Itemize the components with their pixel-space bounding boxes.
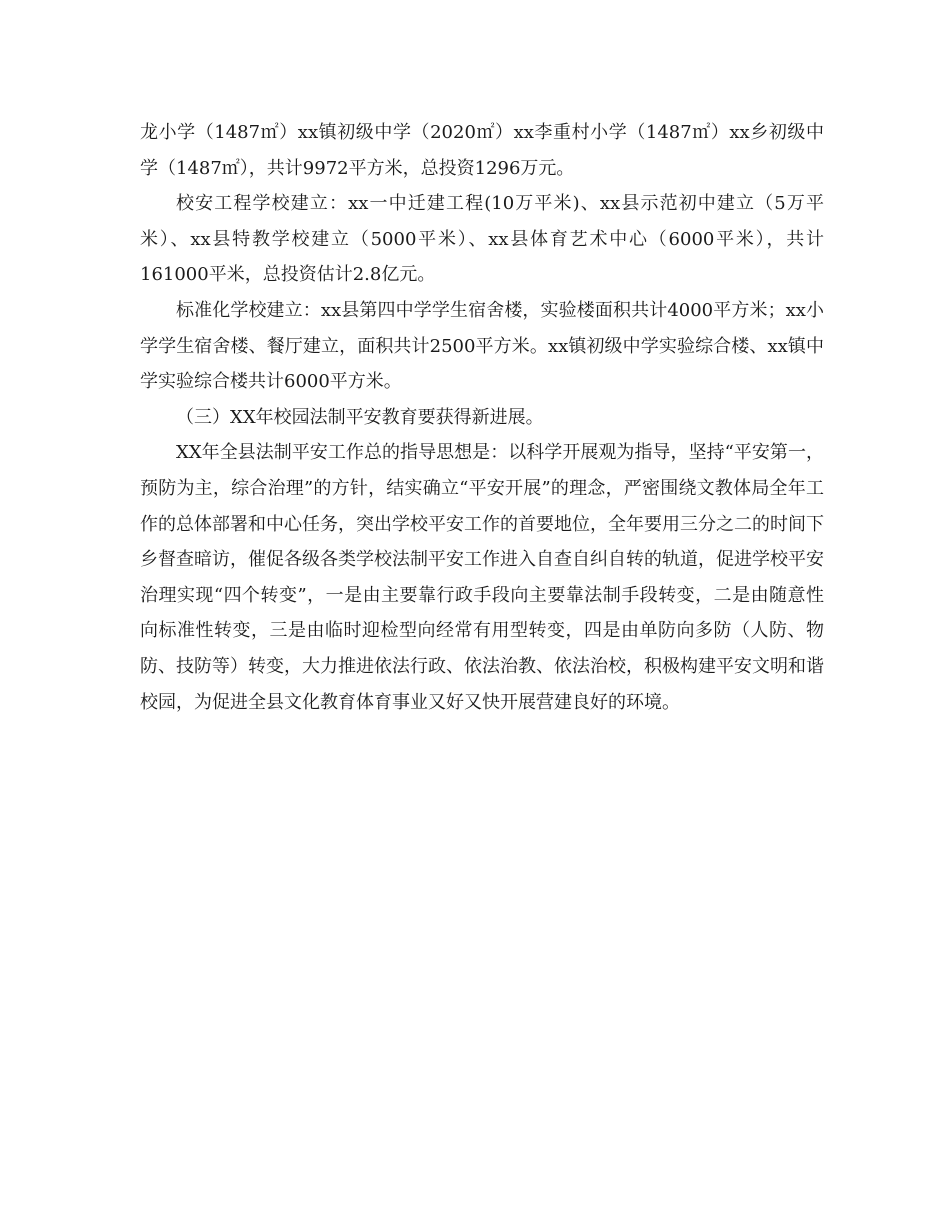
document-body bbox=[140, 115, 824, 720]
paragraph-standardized-schools: 标准化学校建立：xx县第四中学学生宿舍楼，实验楼面积共计4000平方米；xx小学学生宿舍楼、餐厅建立，面积共计2500平方米。xx镇初级中学实验综合楼、xx镇中学实验综合楼共计6000平方米。 bbox=[140, 299, 824, 393]
paragraph-guiding-ideology: XX年全县法制平安工作总的指导思想是：以科学开展观为指导，坚持“平安第一，预防为主，综合治理”的方针，结实确立“平安开展”的理念，严密围绕文教体局全年工作的总体部署和中心任务，突出学校平安工作的首要地位，全年要用三分之二的时间下乡督查暗访，催促各级各类学校法制平安工作进入自查自纠自转的轨道，促进学校平安治理实现“四个转变”，一是由主要靠行政手段向主要靠法制手段转变，二是由随意性向标准性转变，三是由临时迎检型向经常有用型转变，四是由单防向多防（人防、物防、技防等）转变，大力推进依法行政、依法治教、依法治校，积极构建平安文明和谐校园，为促进全县文化教育体育事业又好又快开展营建良好的环境。 bbox=[140, 442, 824, 713]
section-heading-legal-safety-education: （三）XX年校园法制平安教育要获得新进展。 bbox=[176, 406, 544, 428]
paragraph-safety-project-schools: 校安工程学校建立：xx一中迁建工程(10万平米)、xx县示范初中建立（5万平米）、xx县特教学校建立（5000平米）、xx县体育艺术中心（6000平米），共计161000平米，总投资估计2.8亿元。 bbox=[140, 193, 824, 286]
paragraph-school-list-continued: 龙小学（1487㎡）xx镇初级中学（2020㎡）xx李重村小学（1487㎡）xx乡初级中学（1487㎡），共计9972平方米，总投资1296万元。 bbox=[140, 122, 824, 179]
